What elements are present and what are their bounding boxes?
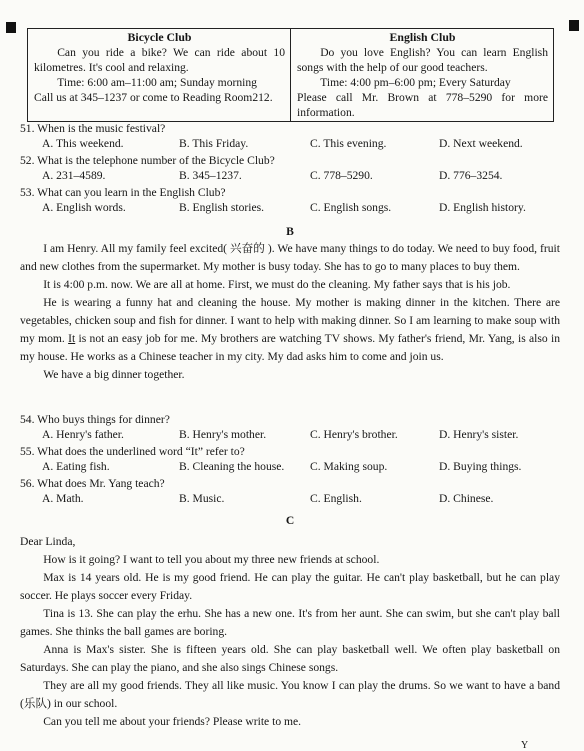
letter-paragraph-1: How is it going? I want to tell you about my three new friends at school.: [43, 553, 380, 566]
question-54-options: [20, 427, 560, 444]
option-b: B. Henry's mother.: [179, 428, 267, 441]
bicycle-club-title: Bicycle Club: [127, 30, 192, 44]
questions-54-56: [20, 412, 560, 508]
section-b: [20, 224, 560, 384]
option-a: A. This weekend.: [42, 137, 124, 150]
question-51-options: [20, 136, 560, 153]
passage-b-paragraph-1: I am Henry. All my family feel excited( 兴奋的 ). We have many things to do today. We need to buy food, fruit and new clothes from the supermarket. My mother is busy today. She has to go to many places to buy them.: [20, 242, 560, 273]
bicycle-club-contact: Call us at 345–1237 or come to Reading Room212.: [34, 91, 273, 104]
question-52-options: [20, 168, 560, 185]
option-a: A. 231–4589.: [42, 169, 106, 182]
page-footer-mark: Y: [521, 740, 530, 751]
english-club-intro: Do you love English? You can learn English songs with the help of our good teachers.: [297, 46, 548, 74]
option-c: C. English.: [310, 492, 362, 505]
option-c: C. English songs.: [310, 201, 392, 214]
passage-b-text: is not an easy job for me. My brothers are watching TV shows. My father's friend, Mr. Yang, is also in my house. He works as a Chinese teacher in my city. My dad asks him to come and join us.: [20, 332, 560, 363]
question-52: 52. What is the telephone number of the Bicycle Club?: [20, 154, 275, 167]
passage-b-paragraph-3: [20, 294, 560, 366]
option-d: D. Henry's sister.: [439, 428, 519, 441]
letter-greeting: Dear Linda,: [20, 535, 76, 548]
option-d: D. English history.: [439, 201, 526, 214]
option-b: B. English stories.: [179, 201, 265, 214]
option-c: C. Making soup.: [310, 460, 388, 473]
question-56-options: [20, 491, 560, 508]
question-56: 56. What does Mr. Yang teach?: [20, 477, 165, 490]
section-c: [20, 513, 560, 731]
option-b: B. 345–1237.: [179, 169, 242, 182]
option-a: A. Henry's father.: [42, 428, 124, 441]
english-club-title: English Club: [389, 30, 456, 44]
english-club-contact: Please call Mr. Brown at 778–5290 for more information.: [297, 91, 548, 119]
question-54: 54. Who buys things for dinner?: [20, 413, 170, 426]
english-club-box: [291, 29, 554, 122]
registration-mark: [569, 20, 579, 31]
option-a: A. Eating fish.: [42, 460, 110, 473]
question-53-options: [20, 200, 560, 217]
letter-paragraph-5: They are all my good friends. They all like music. You know I can play the drums. So we want to have a band (乐队) in our school.: [20, 679, 560, 710]
question-55: 55. What does the underlined word “It” refer to?: [20, 445, 245, 458]
section-c-heading: C: [285, 514, 295, 527]
english-club-time: Time: 4:00 pm–6:00 pm; Every Saturday: [320, 76, 511, 89]
bicycle-club-time: Time: 6:00 am–11:00 am; Sunday morning: [57, 76, 257, 89]
option-d: D. Chinese.: [439, 492, 494, 505]
bicycle-club-box: [28, 29, 291, 122]
letter-paragraph-2: Max is 14 years old. He is my good friend. He can play the guitar. He can't play basketball, but he can play soccer. He plays soccer every Friday.: [20, 571, 560, 602]
option-a: A. Math.: [42, 492, 84, 505]
questions-51-53: [20, 121, 560, 217]
passage-b-paragraph-2: It is 4:00 p.m. now. We are all at home. First, we must do the cleaning. My father says that is his job.: [43, 278, 511, 291]
option-c: C. This evening.: [310, 137, 387, 150]
letter-paragraph-3: Tina is 13. She can play the erhu. She has a new one. It's from her aunt. She can swim, but she can't play ball games. She thinks the ball games are boring.: [20, 607, 560, 638]
option-d: D. Buying things.: [439, 460, 522, 473]
passage-b-text: He is wearing a funny hat and cleaning the house. My mother is making dinner in the kitchen. There are vegetables, chicken soup and fish for dinner. I want to help with making dinner. So I am learning to make soup with my mom.: [20, 296, 560, 345]
option-b: B. Music.: [179, 492, 225, 505]
question-55-options: [20, 459, 560, 476]
option-d: D. Next weekend.: [439, 137, 523, 150]
option-b: B. Cleaning the house.: [179, 460, 285, 473]
bicycle-club-intro: Can you ride a bike? We can ride about 10 kilometres. It's cool and relaxing.: [34, 46, 285, 74]
underlined-word-it: It: [68, 332, 76, 345]
option-c: C. 778–5290.: [310, 169, 373, 182]
club-ads-table: [27, 28, 554, 122]
registration-mark: [6, 22, 16, 33]
letter-paragraph-4: Anna is Max's sister. She is fifteen years old. She can play basketball well. We often play basketball on Saturdays. She can play the piano, and she also sings Chinese songs.: [20, 643, 560, 674]
option-d: D. 776–3254.: [439, 169, 503, 182]
question-53: 53. What can you learn in the English Club?: [20, 186, 226, 199]
passage-b-paragraph-4: We have a big dinner together.: [43, 368, 185, 381]
option-a: A. English words.: [42, 201, 126, 214]
option-c: C. Henry's brother.: [310, 428, 398, 441]
question-51: 51. When is the music festival?: [20, 122, 166, 135]
letter-paragraph-6: Can you tell me about your friends? Please write to me.: [43, 715, 302, 728]
option-b: B. This Friday.: [179, 137, 249, 150]
section-b-heading: B: [286, 225, 294, 238]
